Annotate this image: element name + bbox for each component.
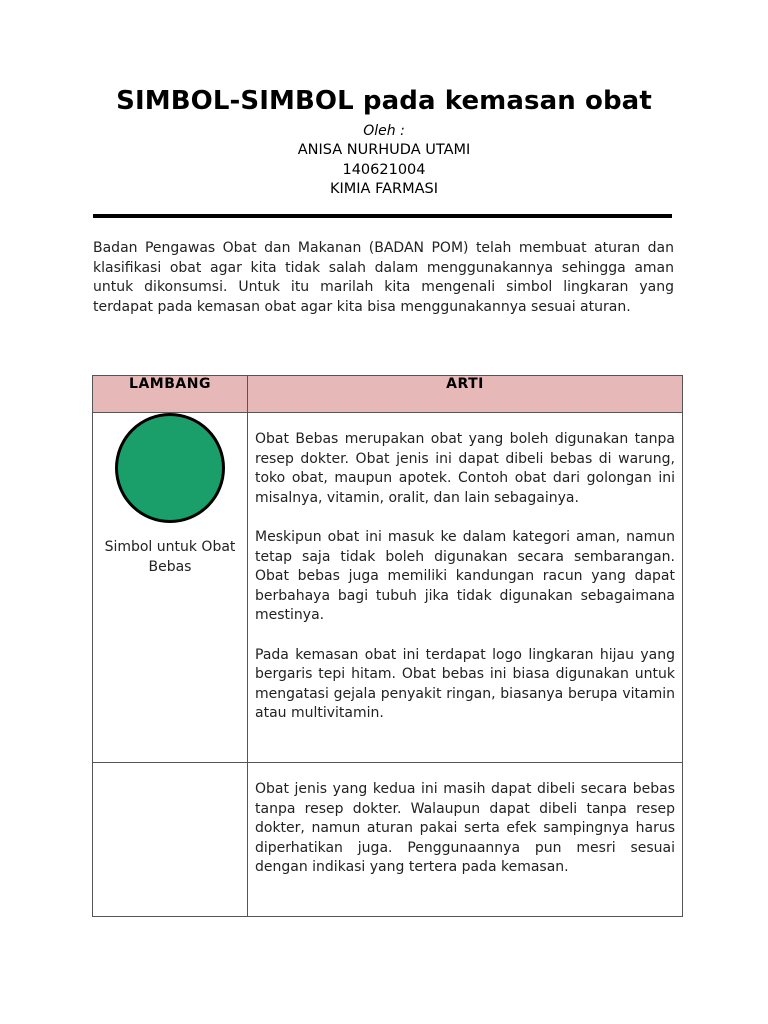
arti-cell (248, 413, 683, 763)
symbol-table (92, 375, 683, 917)
student-id: 140621004 (342, 162, 426, 178)
arti-paragraph: Meskipun obat ini masuk ke dalam kategori aman, namun tetap saja tidak boleh digunakan secara sembarangan. Obat bebas juga memiliki kandungan racun yang dapat berbahaya bagi tubuh jika tidak digunakan sebagaimana mestinya. (255, 528, 675, 624)
arti-paragraph: Obat Bebas merupakan obat yang boleh digunakan tanpa resep dokter. Obat jenis ini dapat dibeli bebas di warung, toko obat, maupun apotek. Contoh obat dari golongan ini misalnya, vitamin, oralit, dan lain sebagainya. (255, 431, 675, 506)
symbol-cell (93, 413, 248, 763)
header-arti: ARTI (248, 376, 683, 413)
table-row (93, 763, 683, 917)
table-header-row (93, 376, 683, 413)
intro-paragraph: Badan Pengawas Obat dan Makanan (BADAN POM) telah membuat aturan dan klasifikasi obat agar kita tidak salah dalam menggunakannya sehingga aman untuk dikonsumsi. Untuk itu marilah kita mengenali simbol lingkaran yang terdapat pada kemasan obat agar kita bisa menggunakannya sesuai aturan. (93, 240, 674, 315)
author-name: ANISA NURHUDA UTAMI (297, 142, 471, 158)
arti-paragraph: Obat jenis yang kedua ini masih dapat dibeli secara bebas tanpa resep dokter. Walaupun dapat dibeli tanpa resep dokter, namun aturan pakai serta efek sampingnya harus diperhatikan juga. Penggunaannya pun mesri sesuai dengan indikasi yang tertera pada kemasan. (255, 781, 675, 876)
table-row (93, 413, 683, 763)
arti-cell (248, 763, 683, 917)
title-divider (93, 214, 672, 218)
document-title: SIMBOL-SIMBOL pada kemasan obat (116, 86, 652, 116)
symbol-label: Simbol untuk Obat Bebas (104, 539, 236, 575)
arti-paragraph: Pada kemasan obat ini terdapat logo lingkaran hijau yang bergaris tepi hitam. Obat bebas ini biasa digunakan untuk mengatasi gejala penyakit ringan, biasanya berupa vitamin atau multivitamin. (255, 646, 675, 722)
byline: Oleh : (363, 123, 405, 139)
study-program: KIMIA FARMASI (329, 181, 438, 197)
header-lambang: LAMBANG (93, 376, 248, 413)
obat-bebas-green-circle-icon (115, 413, 225, 523)
symbol-cell (93, 763, 248, 917)
